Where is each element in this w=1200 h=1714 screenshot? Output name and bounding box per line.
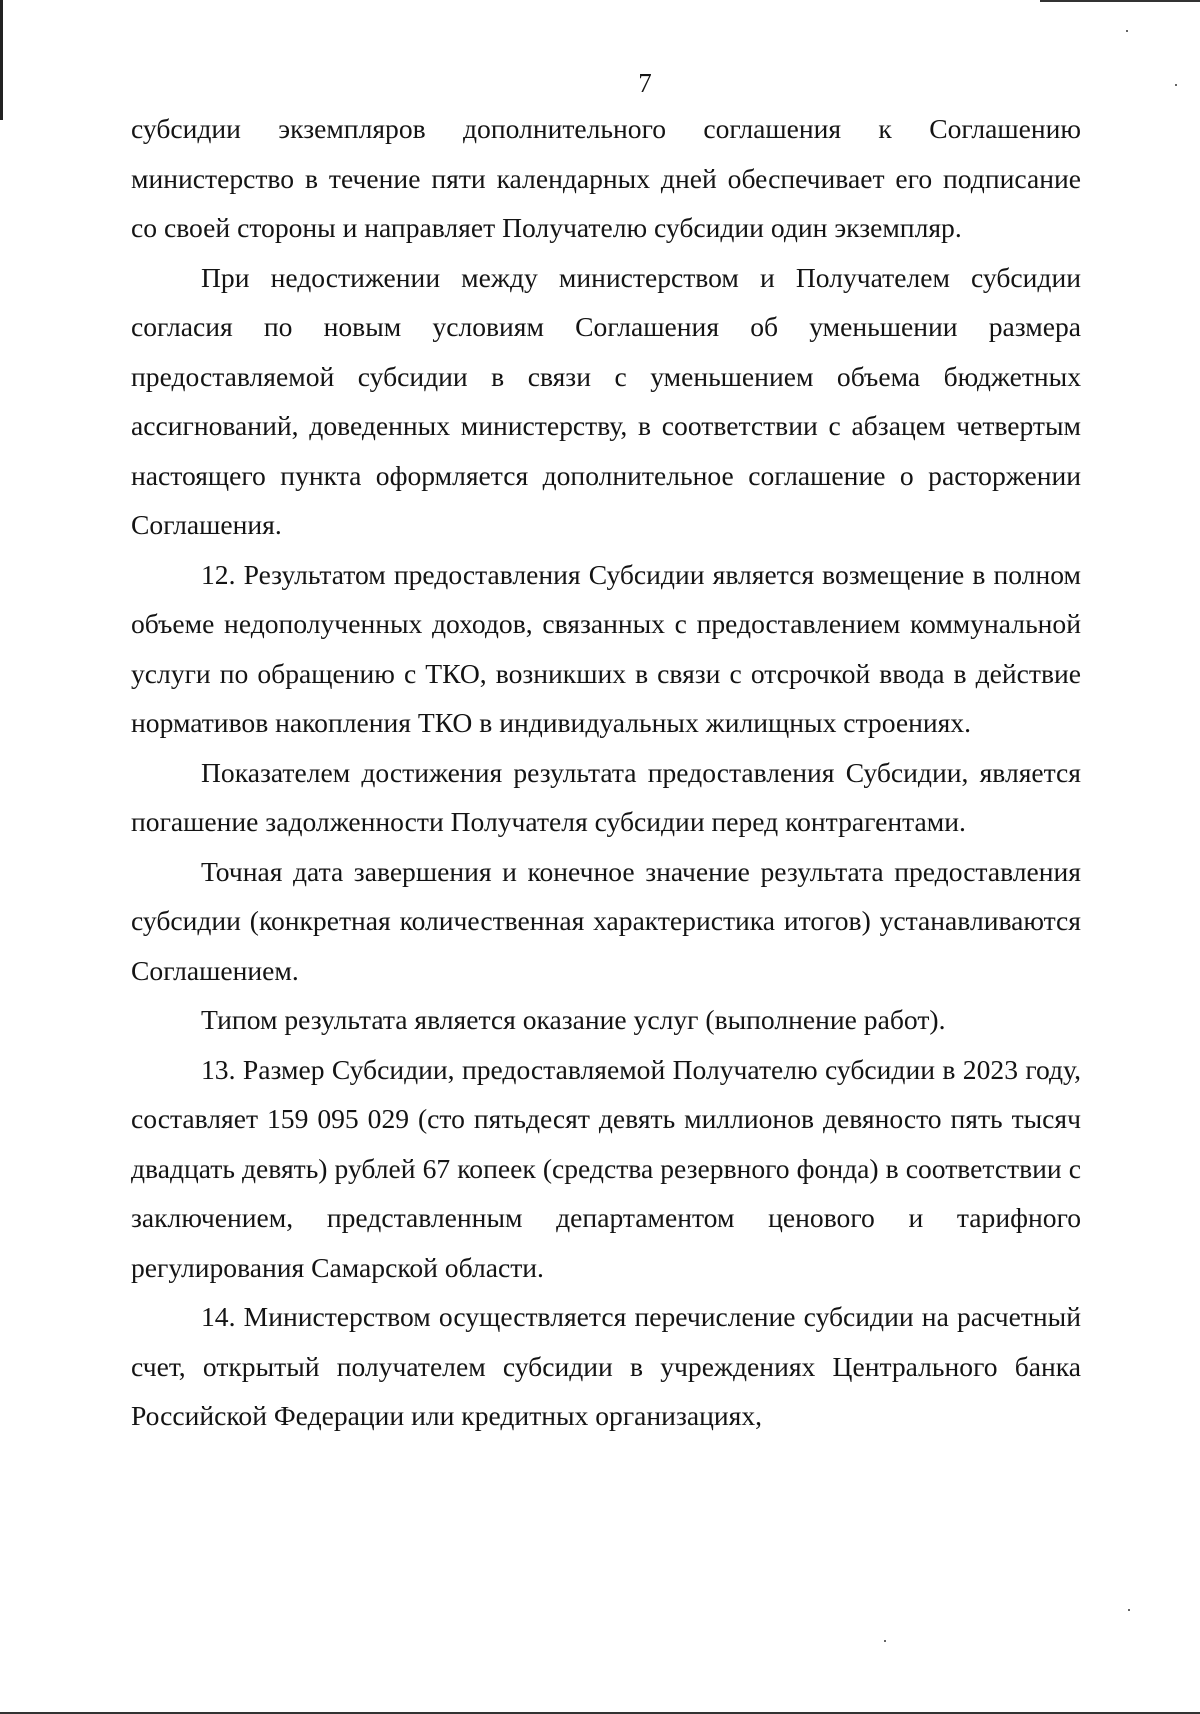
paragraph-completion-date: Точная дата завершения и конечное значение результата предоставления субсидии (конкретная количественная характеристика итогов) устанавливаются Соглашением. (131, 855, 1081, 986)
scan-speck (1126, 30, 1128, 32)
paragraph-indicator: Показателем достижения результата предоставления Субсидии, является погашение задолженности Получателя субсидии перед контрагентами. (131, 756, 1081, 837)
paragraph-item-12: 12. Результатом предоставления Субсидии является возмещение в полном объеме недополученных доходов, связанных с предоставлением коммунальной услуги по обращению с ТКО, возникших в связи с отсрочкой ввода в действие нормативов накопления ТКО в индивидуальных жилищных строениях. (131, 558, 1081, 738)
scan-edge-top (1040, 0, 1200, 2)
paragraph-item-13: 13. Размер Субсидии, предоставляемой Получателю субсидии в 2023 году, составляет 159 095 029 (сто пятьдесят девять миллионов девяносто пять тысяч двадцать девять) рублей 67 копеек (средства резервного фонда) в соответствии с заключением, представленным департаментом ценового и тарифного регулирования Самарской области. (131, 1053, 1081, 1283)
paragraph-disagreement: При недостижении между министерством и Получателем субсидии согласия по новым условиям Соглашения об уменьшении размера предоставляемой субсидии в связи с уменьшением объема бюджетных ассигнований, доведенных министерству, в соответствии с абзацем четвертым настоящего пункта оформляется дополнительное соглашение о расторжении Соглашения. (131, 261, 1081, 540)
paragraph-result-type: Типом результата является оказание услуг (выполнение работ). (201, 1004, 946, 1035)
scan-speck (884, 1640, 886, 1642)
document-body (131, 104, 1081, 1441)
scan-edge-left (0, 0, 3, 120)
page-number: 7 (638, 68, 652, 98)
scan-speck (1128, 1609, 1130, 1611)
paragraph-continuation: субсидии экземпляров дополнительного соглашения к Соглашению министерство в течение пяти календарных дней обеспечивает его подписание со своей стороны и направляет Получателю субсидии один экземпляр. (131, 113, 1081, 243)
paragraph-item-14: 14. Министерством осуществляется перечисление субсидии на расчетный счет, открытый получателем субсидии в учреждениях Центрального банка Российской Федерации или кредитных организациях, (131, 1301, 1081, 1431)
